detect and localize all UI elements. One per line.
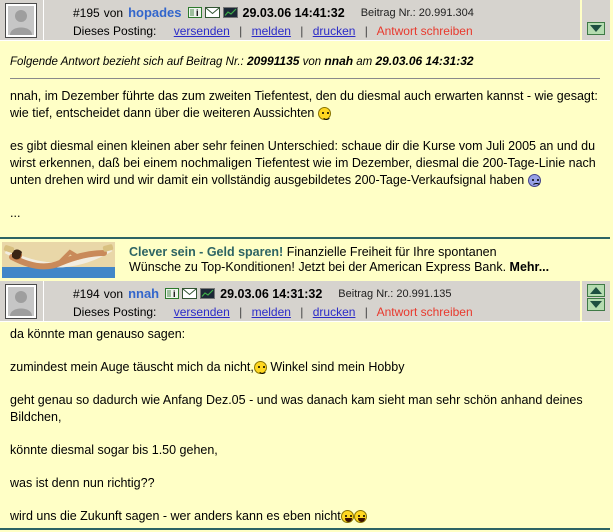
quote-ref-datetime: 29.03.06 14:31:32 [375, 54, 474, 68]
melden-link[interactable]: melden [251, 305, 291, 319]
quote-ref-author: nnah [324, 54, 354, 68]
svg-text:i: i [195, 8, 199, 18]
smiley-happy-icon [318, 107, 331, 120]
next-post-arrow-button[interactable] [587, 298, 605, 311]
quote-divider [10, 78, 600, 79]
mail-icon[interactable] [182, 288, 197, 299]
quote-reference-line [10, 53, 600, 71]
smiley-wink-icon [254, 361, 267, 374]
user-info-icon[interactable] [188, 7, 202, 18]
drucken-link[interactable]: drucken [312, 24, 356, 38]
post-body-195 [0, 41, 610, 237]
post-paragraph: könnte diesmal sogar bis 1.50 gehen, [10, 443, 218, 457]
separator: | [364, 305, 368, 319]
post-paragraph: zumindest mein Auge täuscht mich da nicht, Winkel sind mein Hobby [10, 360, 405, 374]
drucken-link[interactable]: drucken [312, 305, 356, 319]
ad-hammock-image[interactable] [2, 242, 115, 278]
post-number: #195 [73, 5, 100, 20]
quote-text: Folgende Antwort bezieht sich auf Beitrag Nr.: [10, 56, 244, 68]
post-paragraph: wird uns die Zukunft sagen - wer anders kann es eben nicht [10, 508, 600, 525]
post-datetime: 29.03.06 14:31:32 [220, 286, 323, 301]
ad-headline[interactable]: Clever sein - Geld sparen! [129, 245, 284, 259]
dieses-posting-label: Dieses Posting: [73, 24, 157, 38]
user-info-icon[interactable] [165, 288, 179, 299]
quote-ref-nr: 20991135 [246, 54, 300, 68]
avatar-silhouette-icon [8, 287, 34, 316]
separator: | [239, 305, 243, 319]
arrow-down-icon [590, 25, 602, 32]
post-header-195 [0, 0, 610, 41]
beitrag-nr-value: 20.991.304 [418, 6, 474, 19]
next-post-arrow-button[interactable] [587, 22, 605, 35]
von-label: von [103, 5, 124, 20]
ad-line1[interactable]: Finanzielle Freiheit für Ihre spontanen [283, 245, 497, 259]
antwort-schreiben-link[interactable]: Antwort schreiben [376, 305, 473, 319]
beitrag-nr-label: Beitrag Nr.: [338, 287, 394, 300]
ad-more-link[interactable]: Mehr... [509, 260, 550, 274]
post-number: #194 [73, 286, 100, 301]
ad-line2[interactable]: Wünsche zu Top-Konditionen! Jetzt bei der American Express Bank. [129, 260, 510, 274]
avatar-silhouette-icon [8, 6, 34, 35]
separator: | [300, 305, 304, 319]
post-header-194 [0, 281, 610, 322]
smiley-laugh-icon [354, 510, 367, 523]
separator: | [364, 24, 368, 38]
post-divider-line [0, 528, 610, 530]
avatar [5, 284, 37, 319]
previous-post-arrow-button[interactable] [587, 284, 605, 297]
separator: | [239, 24, 243, 38]
beitrag-nr-label: Beitrag Nr.: [360, 6, 416, 19]
post-body-194 [0, 322, 610, 528]
von-label: von [103, 286, 124, 301]
user-chart-icon[interactable] [223, 7, 238, 18]
post-paragraph: geht genau so dadurch wie Anfang Dez.05 - und was danach kam sieht man sehr schön anhand deines Bildchen, [10, 393, 583, 424]
smiley-confused-icon [528, 174, 541, 187]
author-link[interactable]: hopades [128, 5, 182, 20]
arrow-down-icon [590, 301, 602, 308]
antwort-schreiben-link[interactable]: Antwort schreiben [376, 24, 473, 38]
am-label: am [356, 56, 373, 68]
post-paragraph: was ist denn nun richtig?? [10, 476, 155, 490]
ad-text[interactable] [129, 245, 549, 275]
versenden-link[interactable]: versenden [173, 24, 230, 38]
ad-banner[interactable] [0, 239, 610, 281]
smiley-laugh-icon [341, 510, 354, 523]
svg-text:i: i [173, 289, 176, 299]
dieses-posting-label: Dieses Posting: [73, 305, 157, 319]
von-label: von [302, 56, 322, 68]
post-datetime: 29.03.06 14:41:32 [242, 5, 345, 20]
melden-link[interactable]: melden [251, 24, 291, 38]
post-paragraph: ... [10, 206, 21, 220]
author-link[interactable]: nnah [128, 286, 160, 301]
separator: | [300, 24, 304, 38]
mail-icon[interactable] [205, 7, 220, 18]
arrow-up-icon [590, 287, 602, 294]
avatar-cell [0, 281, 44, 321]
post-paragraph: da könnte man genauso sagen: [10, 327, 186, 341]
versenden-link[interactable]: versenden [173, 305, 230, 319]
avatar-cell [0, 0, 44, 40]
post-paragraph: es gibt diesmal einen kleinen aber sehr feinen Unterschied: schaue dir die Kurse vom Juli 2005 an und du wirst erkennen, daß bei einem nochmaligen Tiefentest wie im Dezember, diesmal die 200-Tage-Linie nach unten drehen wird und wir damit ein vollständig ausgebildetes 200-Tage-Verkaufsignal haben [10, 139, 596, 187]
user-chart-icon[interactable] [200, 288, 215, 299]
beitrag-nr-value: 20.991.135 [396, 287, 452, 300]
avatar [5, 3, 37, 38]
post-paragraph: nnah, im Dezember führte das zum zweiten Tiefentest, den du diesmal auch erwarten kannst - wie gesagt: wie tief, entscheidet dann über die weiteren Aussichten [10, 89, 598, 120]
